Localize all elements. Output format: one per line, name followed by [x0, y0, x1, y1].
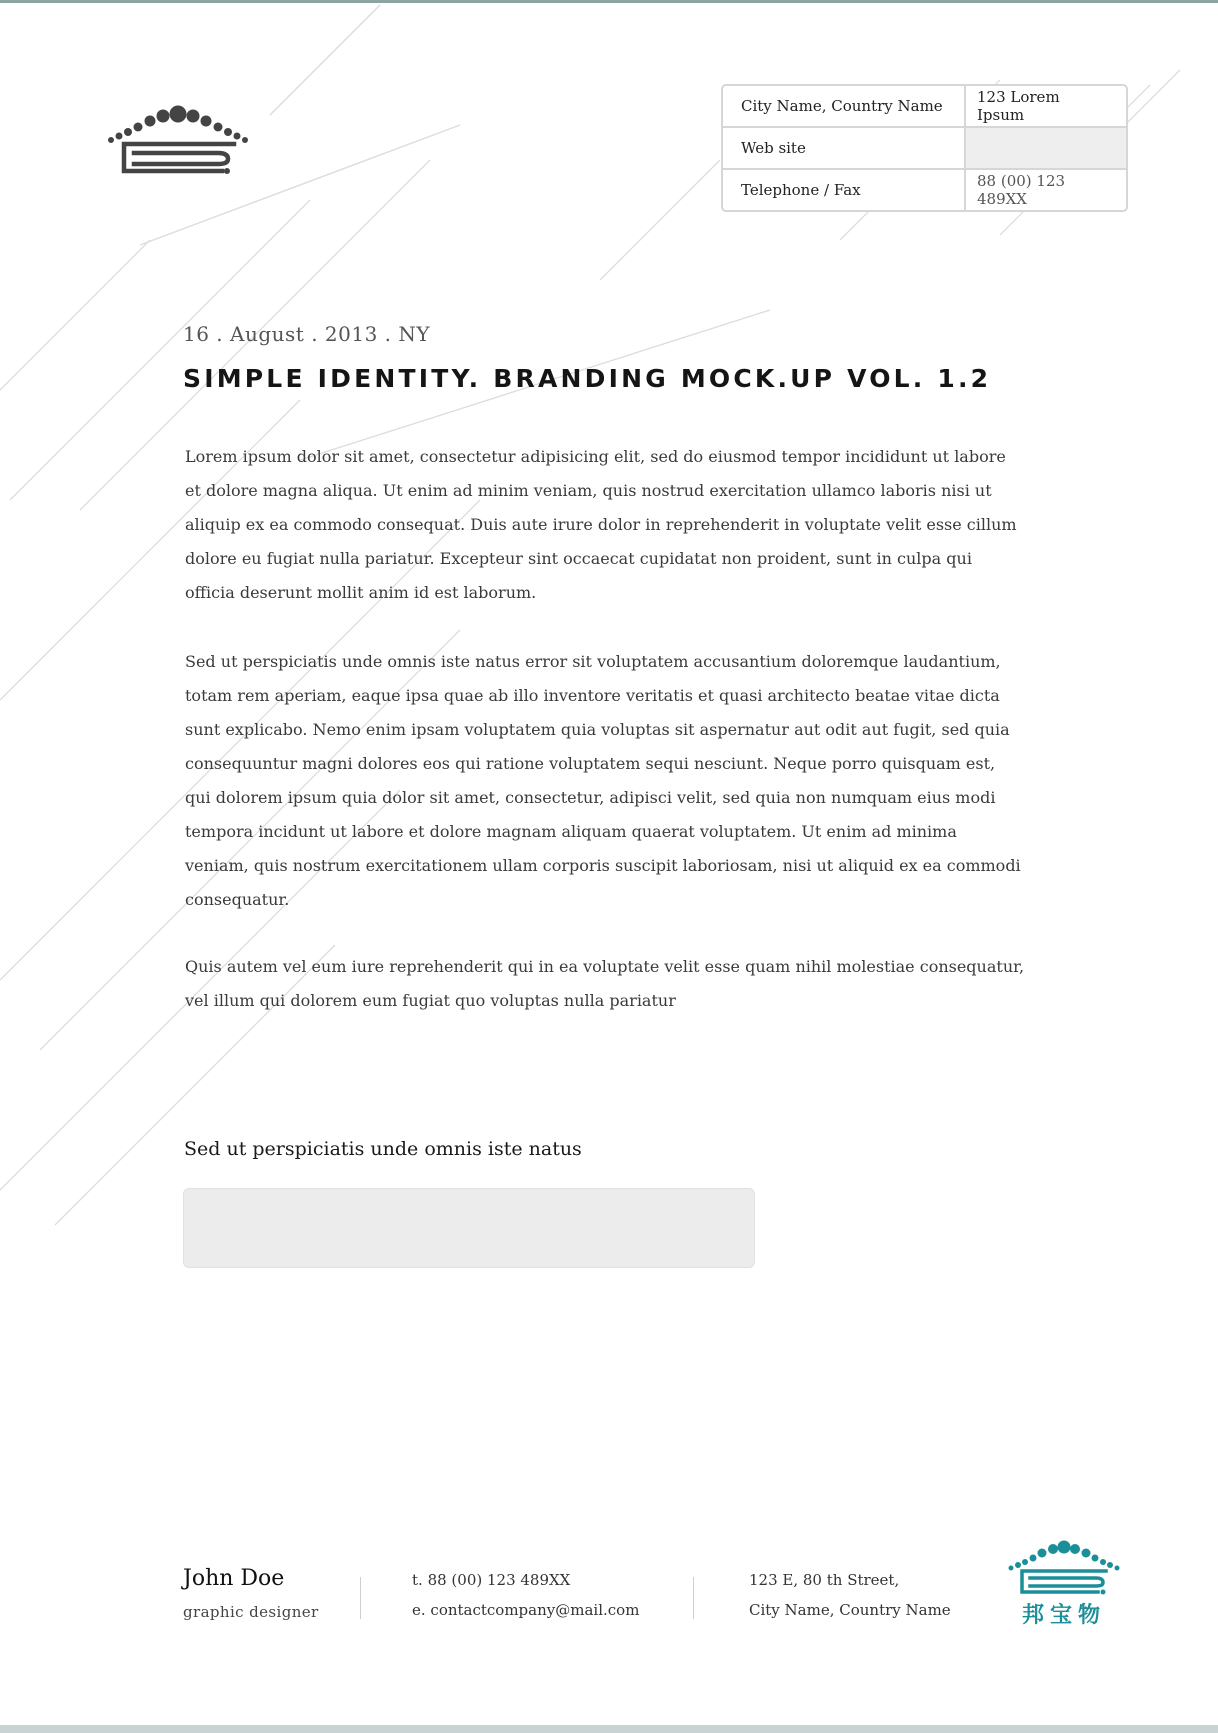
signature-heading: Sed ut perspiciatis unde omnis iste natus [184, 1138, 582, 1160]
diagonal-stripe [270, 5, 380, 115]
footer-role: graphic designer [183, 1603, 319, 1621]
footer-divider [360, 1577, 361, 1619]
table-row [723, 170, 1126, 210]
website-label: Web site [723, 128, 966, 170]
table-row [723, 86, 1126, 128]
footer-divider [693, 1577, 694, 1619]
diagonal-stripe [600, 160, 720, 280]
letter-title: SIMPLE IDENTITY. BRANDING MOCK.UP VOL. 1.2 [183, 364, 992, 393]
letter-date: 16 . August . 2013 . NY [183, 322, 431, 346]
body-paragraph-1: Lorem ipsum dolor sit amet, consectetur adipisicing elit, sed do eiusmod tempor incididunt ut labore et dolore magna aliqua. Ut enim ad minim veniam, quis nostrud exercitation ullamco laboris nisi ut aliquip ex ea commodo consequat. Duis aute irure dolor in reprehenderit in voluptate velit esse cillum dolore eu fugiat nulla pariatur. Excepteur sint occaecat cupidatat non proident, sunt in culpa qui officia deserunt mollit anim id est laborum. [185, 447, 1017, 602]
address-value: 123 Lorem Ipsum [966, 86, 1126, 128]
telephone-label: Telephone / Fax [723, 170, 966, 210]
body-paragraph-2: Sed ut perspiciatis unde omnis iste natus error sit voluptatem accusantium doloremque laudantium, totam rem aperiam, eaque ipsa quae ab illo inventore veritatis et quasi architecto beatae vitae dicta sunt explicabo. Nemo enim ipsam voluptatem quia voluptas sit aspernatur aut odit aut fugit, sed quia consequuntur magni dolores eos qui ratione voluptatem sequi nesciunt. Neque porro quisquam est, qui dolorem ipsum quia dolor sit amet, consectetur, adipisci velit, sed quia non numquam eius modi tempora incidunt ut labore et dolore magnam aliquam quaerat voluptatem. Ut enim ad minima veniam, quis nostrum exercitationem ullam corporis suscipit laboriosam, nisi ut aliquid ex ea commodi consequatur. [185, 652, 1021, 909]
bottom-edge-rule [0, 1725, 1218, 1733]
footer-logo-icon [1006, 1538, 1122, 1626]
body-paragraph-3: Quis autem vel eum iure reprehenderit qui in ea voluptate velit esse quam nihil molestiae consequatur, vel illum qui dolorem eum fugiat quo voluptas nulla pariatur [185, 957, 1025, 1010]
telephone-value: 88 (00) 123 489XX [977, 172, 1066, 208]
diagonal-stripe [0, 240, 150, 390]
footer-logo-text: 邦宝物 [1021, 1603, 1107, 1626]
city-label: City Name, Country Name [723, 86, 966, 128]
footer-email: e. contactcompany@mail.com [412, 1601, 640, 1619]
signature-box [183, 1188, 755, 1268]
website-value [966, 128, 1126, 170]
footer-phone: t. 88 (00) 123 489XX [412, 1571, 571, 1589]
contact-info-table [721, 84, 1128, 212]
company-logo-icon [104, 104, 252, 176]
table-row [723, 128, 1126, 170]
footer-street: 123 E, 80 th Street, [749, 1571, 900, 1589]
footer-name: John Doe [183, 1566, 285, 1591]
footer-city: City Name, Country Name [749, 1601, 951, 1619]
